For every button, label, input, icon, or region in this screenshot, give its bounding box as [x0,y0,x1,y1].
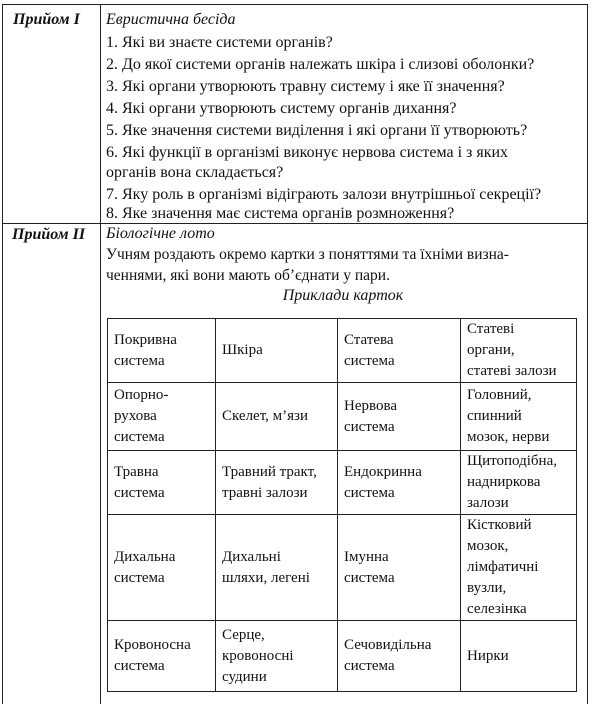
question-5: 5. Яке значення системи виділення і які органи її утворюють? [106,122,528,139]
card-row [108,383,577,451]
card-text-line: система [114,352,165,369]
card-text-line: система [344,484,395,501]
card-text-line: травні залози [222,484,308,501]
card-text-line: Статеві [467,321,515,337]
card-cell [338,319,461,383]
cards-table [107,318,577,692]
card-row [108,515,577,621]
card-text-line: мозок, [467,538,509,554]
column-divider [100,5,101,704]
card-cell [216,515,338,621]
card-text-line: Імунна [344,548,389,565]
card-text-line: Травний тракт, [222,463,317,480]
card-text-line: статеві залози [467,363,557,379]
card-text-line: Нервова [344,397,398,414]
card-text-line: Кровоносна [114,637,191,653]
card-text-line: Серце, [222,626,265,643]
card-text-line: залози [467,495,509,511]
card-text-line: Кістковий [467,517,532,533]
card-cell [108,383,216,451]
card-text-line: Головний, [467,387,532,403]
card-cell [108,621,216,692]
card-text-line: система [344,658,395,674]
question-6: 6. Які функції в організмі виконує нервова система і з яких [106,144,509,161]
card-text-line: Шкіра [222,342,263,358]
card-text-line: спинний [467,408,522,424]
card-text-line: Сечовидільна [344,637,432,653]
row2-label: Прийом ІІ [12,226,86,243]
card-cell [216,451,338,515]
row1-title: Евристична бесіда [106,11,236,28]
question-4: 4. Які органи утворюють систему органів дихання? [106,100,457,117]
question-3: 3. Які органи утворюють травну систему і яке її значення? [106,78,505,95]
card-text-line: надниркова [467,474,541,490]
card-text-line: органи, [467,342,515,358]
card-text-line: Ендокринна [344,463,422,480]
card-cell [461,451,577,515]
card-text-line: лімфатичні [467,559,539,575]
card-text-line: система [344,352,395,369]
question-8: 8. Яке значення має система органів розмноження? [106,205,455,222]
card-cell [338,515,461,621]
card-cell [461,621,577,692]
card-text-line: система [344,418,395,435]
card-text-line: Опорно- [114,387,169,403]
card-cell [461,319,577,383]
question-6-cont: органів вона складається? [106,164,284,181]
card-text-line: шляхи, легені [222,569,310,586]
paragraph-line: Учням роздають окремо картки з поняттями та їхніми визна- [106,246,509,263]
paragraph-line: ченнями, які вони мають об’єднати у пари. [106,267,390,284]
card-text-line: Дихальні [222,548,281,565]
card-text-line: Травна [114,463,159,480]
card-text-line: Нирки [467,647,509,664]
card-text-line: система [114,429,165,445]
card-text-line: мозок, нерви [467,429,550,445]
cards-subtitle: Приклади карток [282,287,404,304]
row1-label: Прийом І [13,11,80,28]
card-cell [108,515,216,621]
card-cell [461,515,577,621]
card-text-line: Скелет, м’язи [222,408,308,424]
card-text-line: Покривна [114,331,177,348]
card-text-line: вузли, [467,580,507,596]
question-1: 1. Які ви знаєте системи органів? [106,34,333,51]
card-text-line: система [344,569,395,586]
card-text-line: Статева [344,331,394,348]
row2-title: Біологічне лото [106,225,215,242]
card-text-line: Щитоподібна, [467,453,557,469]
question-7: 7. Яку роль в організмі відіграють залози внутрішньої секреції? [106,186,542,203]
card-cell [108,319,216,383]
card-cell [338,383,461,451]
card-text-line: селезінка [467,601,527,617]
card-cell [461,383,577,451]
card-row [108,319,577,383]
card-cell [338,621,461,692]
card-text-line: кровоносні [222,647,294,664]
card-cell [108,451,216,515]
card-row [108,451,577,515]
card-cell [216,621,338,692]
row2-paragraph [106,244,568,286]
card-text-line: Дихальна [114,548,176,565]
card-cell [338,451,461,515]
card-text-line: рухова [114,408,157,424]
card-cell [216,383,338,451]
card-text-line: система [114,569,165,586]
card-cell [216,319,338,383]
question-2: 2. До якої системи органів належать шкіра і слизові оболонки? [106,56,535,73]
card-text-line: система [114,484,165,501]
card-text-line: судини [222,668,267,685]
card-row [108,621,577,692]
card-text-line: система [114,658,165,674]
